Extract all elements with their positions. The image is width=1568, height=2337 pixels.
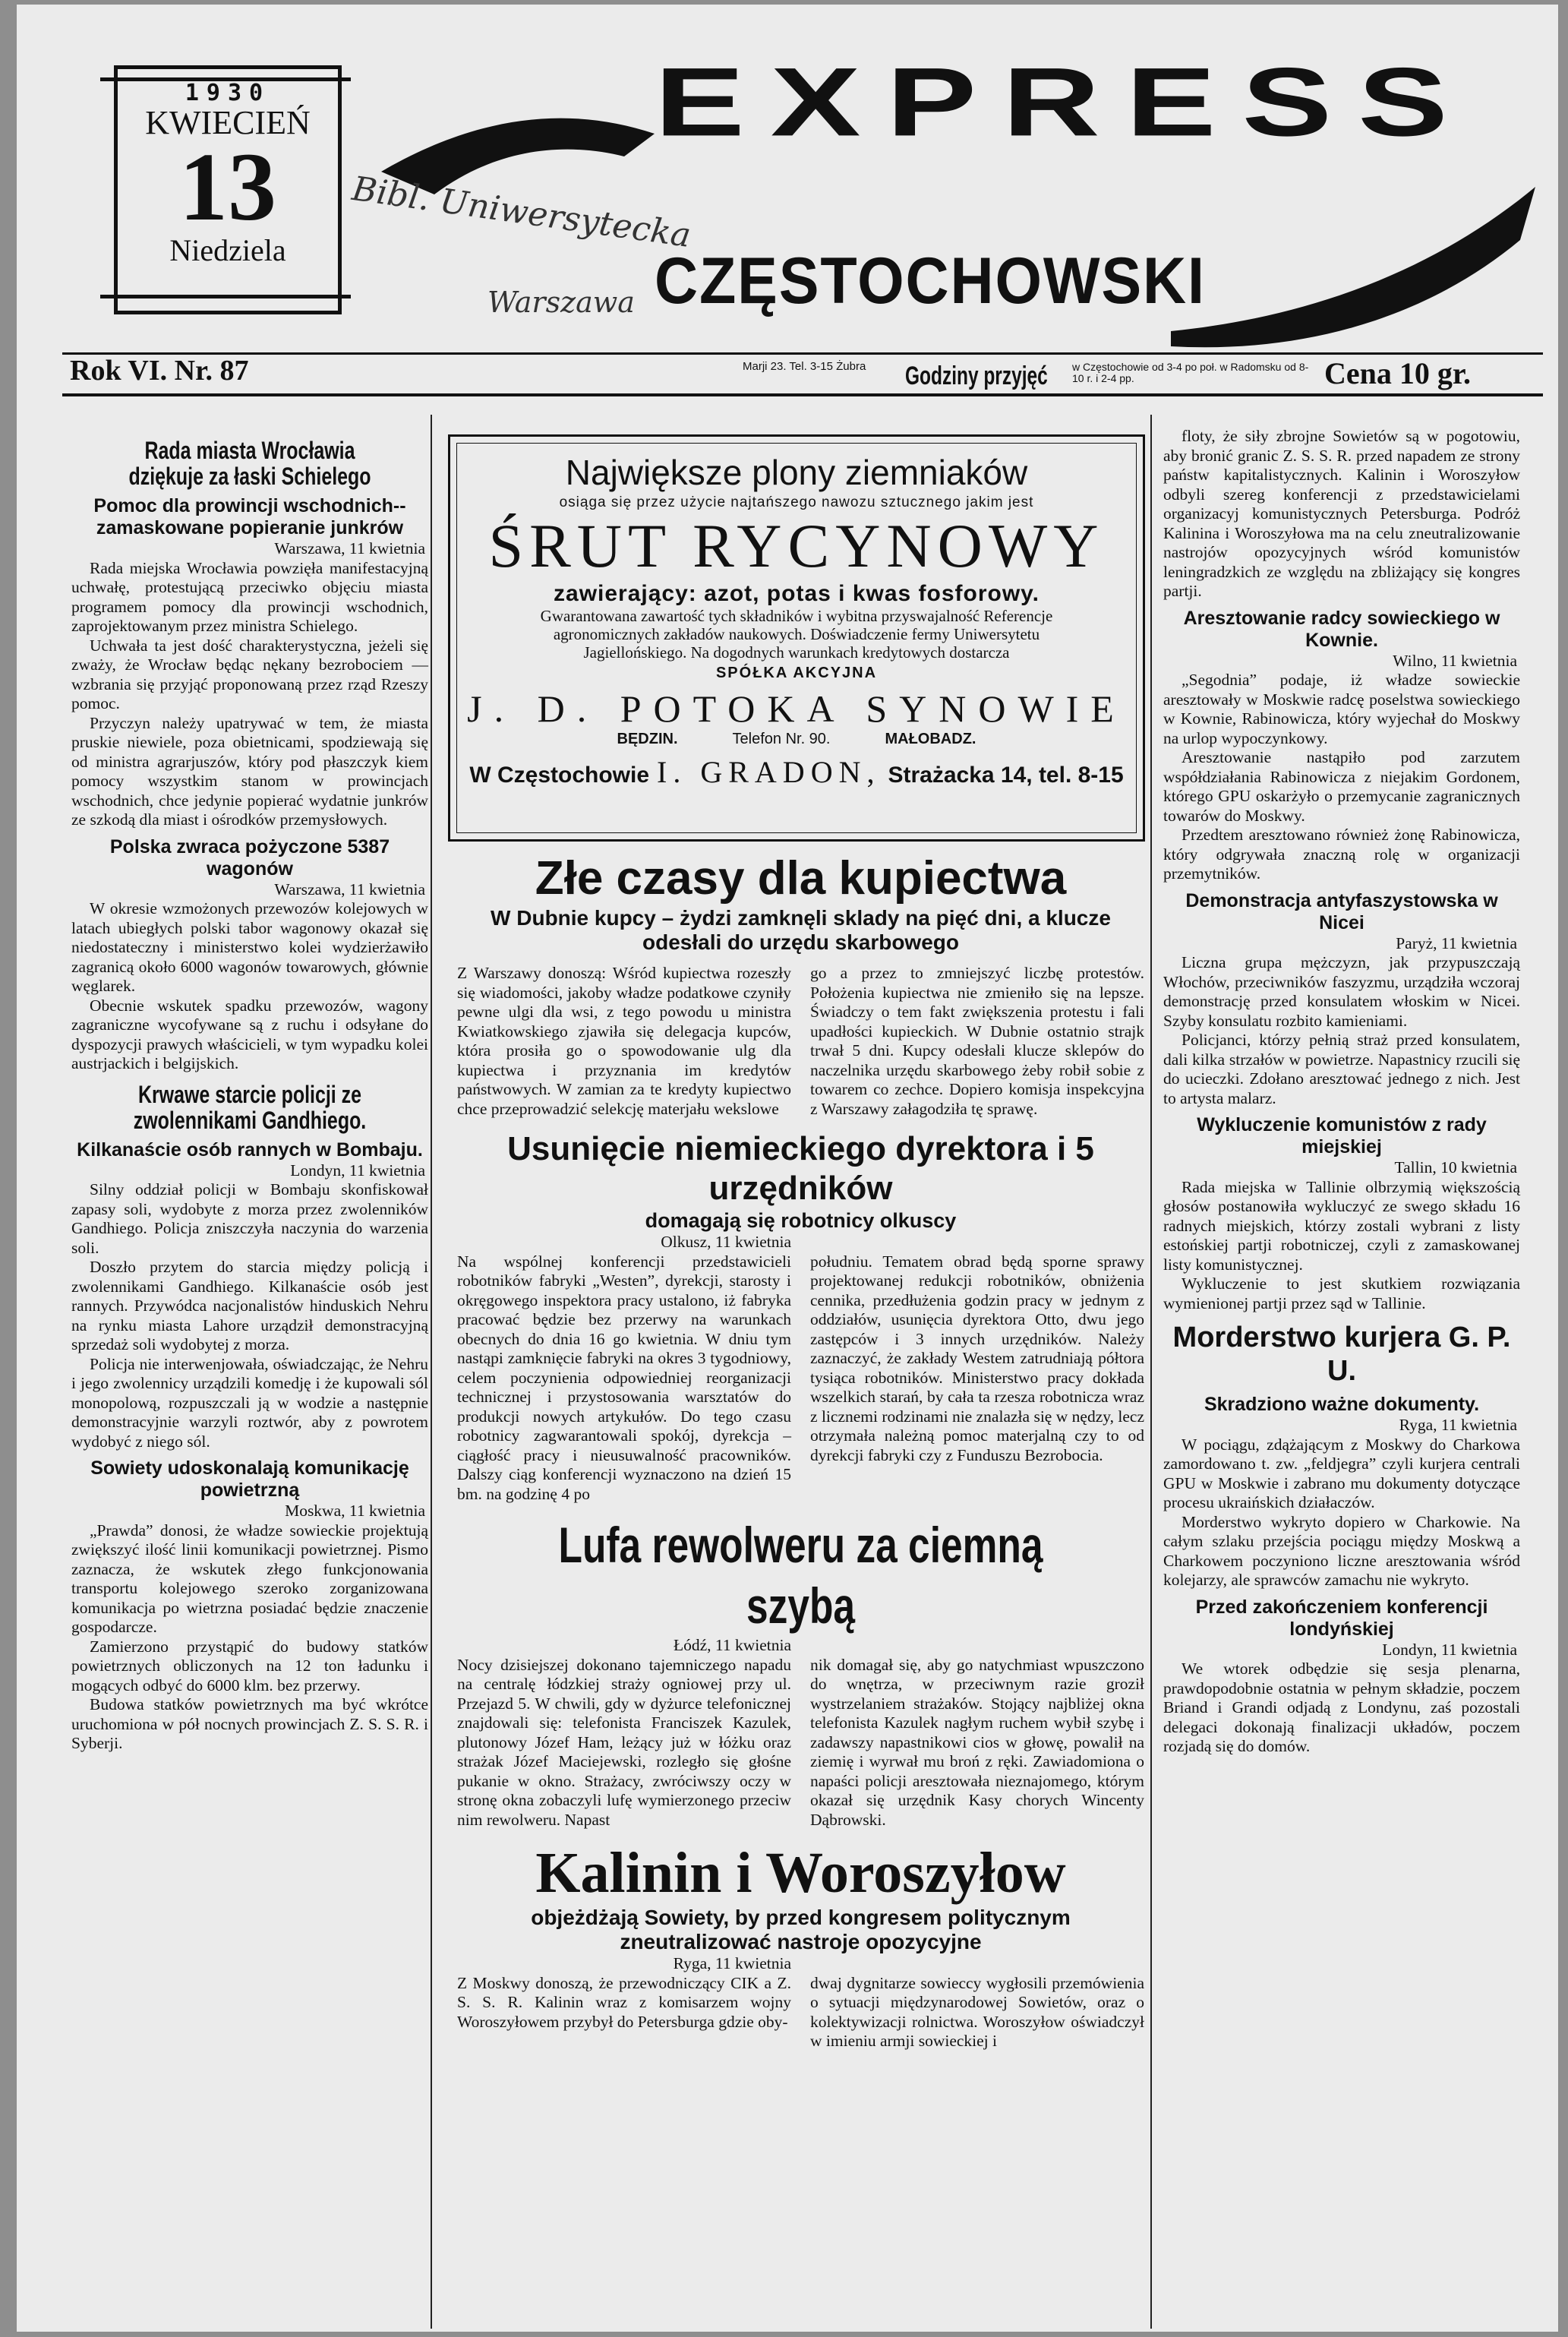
article-paragraph: Uchwała ta jest dość charakterystyczna, jeżeli się zważy, że Wrocław będąc nękany bezrobociem — wzbrania się przyjąć proponowaną przez rząd Rzeszy pomoc. xyxy=(71,636,428,712)
article-paragraph: „Prawda” donosi, że władze sowieckie projektują zwiększyć ilość linii komunikacji powietrznej. Pismo zaznacza, że wskutek złego funkcjonowania transportu kolejowego szeroko zorganizowana komunikacja po wietrzna posiadać będzie znaczenie gospodarcze. xyxy=(71,1521,428,1636)
issue-number: Rok VI. Nr. 87 xyxy=(70,355,249,387)
article-kalinin xyxy=(457,1974,1144,2051)
infobar-rule-top xyxy=(62,352,1543,355)
article-subheadline: Demonstracja antyfaszystowska w Nicei xyxy=(1185,889,1498,933)
article-paragraph: Zamierzono przystąpić do budowy statków powietrznych obliczonych na 12 ton ładunku i mogących odbyć do 6000 klm. bez przerwy. xyxy=(71,1637,428,1694)
article-subheadline: Sowiety udoskonalają komunikację powietrzną xyxy=(90,1457,409,1501)
article-dateline: Moskwa, 11 kwietnia xyxy=(285,1502,425,1520)
article-paragraph: Rada miejska w Tallinie olbrzymią większością głosów postanowiła wykluczyć ze swego składu 16 radnych miejskich, którzy zostali wybrani z listy estońskiej partji robotniczej, czyli z zamaskowanej listy komunistycznej. xyxy=(1163,1177,1520,1274)
ad-company: J. D. POTOKA SYNOWIE xyxy=(467,687,1126,730)
article-kalinin-right: dwaj dygnitarze sowieccy wygłosili przemówienia o sytuacji międzynarodowej Sowietów, oraz o kolektywizacji rolnictwa. Woroszyłow oświadczył w imieniu armji sowieckiej i xyxy=(810,1973,1144,2050)
ad-city: BĘDZIN. xyxy=(617,731,678,747)
article-dateline: Londyn, 11 kwietnia xyxy=(290,1161,425,1180)
article-subheadline: Polska zwraca pożyczone 5387 wagonów xyxy=(109,835,390,880)
masthead-city: CZĘSTOCHOWSKI xyxy=(655,245,1206,317)
handwritten-stamp-2: Warszawa xyxy=(487,286,635,319)
headline-rewolwer: Lufa rewolweru za ciemną szybą xyxy=(558,1517,1043,1634)
article-paragraph: Liczna grupa mężczyzn, jak przypuszczają Włochów, przeciwników faszyzmu, urządziła wczoraj demonstrację przed konsulatem włoskim w Nicei. Szyby konsulatu rozbito kamieniami. xyxy=(1163,953,1520,1030)
column-divider-2 xyxy=(1150,415,1152,2329)
ad-company-type: SPÓŁKA AKCYJNA xyxy=(715,665,878,681)
article-paragraph: Budowa statków powietrznych ma być wkrótce uruchomiona w pół nocnych prowincjach Z. S. S. R. i Syberji. xyxy=(71,1695,428,1752)
ad-dealer-address: Strażacka 14, tel. 8-15 xyxy=(888,763,1124,788)
price: Cena 10 gr. xyxy=(1324,356,1471,390)
ad-dealer-city: W Częstochowie xyxy=(469,763,650,788)
article-paragraph: floty, że siły zbrojne Sowietów są w pogotowiu, aby bronić granic Z. S. S. R. przed napadem ze strony państw kapitalistycznych. Kalinin i Woroszyłow odbyli szereg konferencji z przedstawicielami organizacyj komunistycznych Petersburga. Podróż Kalinina i Woroszyłowa ma na celu zneutralizowanie nastrojów opozycyjnych wśród komunistów leningradzkich ze względu na zbliżający się kongres partji. xyxy=(1163,427,1520,600)
article-dateline: Wilno, 11 kwietnia xyxy=(1393,651,1517,670)
hours-info: w Częstochowie od 3-4 po poł. w Radomsku od 8-10 r. i 2-4 pp. xyxy=(1072,361,1309,384)
article-paragraph: „Segodnia” podaje, iż władze sowieckie aresztowały w Moskwie radcę poselstwa sowieckiego w Kownie, Rabinowicza, który wyjechał do Moskwy na urlop wypoczynkowy. xyxy=(1163,671,1520,747)
advertisement xyxy=(448,434,1145,842)
article-headline: Rada miasta Wrocławia dziękuje za łaski Schielego xyxy=(128,437,371,490)
article-paragraph: Doszło przytem do starcia między policją i zwolennikami Gandhiego. Kilkanaście osób jest rannych. Przywódca nacjonalistów hinduskich Nehru na rynku miasta Lahore urządził demonstracyjną sprzedaż soli wydobytej z morza. xyxy=(71,1258,428,1353)
article-headline: Morderstwo kurjera G. P. U. xyxy=(1172,1322,1511,1387)
article-paragraph: Wykluczenie to jest skutkiem rozwiązania wymienionej partji przez sąd w Tallinie. xyxy=(1163,1274,1520,1312)
newspaper-page xyxy=(17,5,1558,2332)
article-dateline: Paryż, 11 kwietnia xyxy=(1396,933,1517,952)
article-dateline: Warszawa, 11 kwietnia xyxy=(274,539,425,557)
article-kalinin-left: Z Moskwy donoszą, że przewodniczący CIK a Z. S. S. R. Kalinin wraz z komisarzem wojny Woroszyłowem przybył do Petersburga gdzie oby- xyxy=(457,1973,791,2031)
column-right xyxy=(1163,427,1520,1757)
article-paragraph: Przyczyn należy upatrywać w tem, że miasta pruskie niewiele, poza obietnicami, spodziewają się od ministra agrarjuszów, który pod płaszczyk kiem pomocy wszystkim stanom w prowincjach wschodnich, chce jedynie popierać wydatnie junkrów ze szkodą dla miast i ośrodków przemysłowych. xyxy=(71,713,428,829)
ad-dealer-name: I. GRADON, xyxy=(657,755,881,789)
date-year: 1930 xyxy=(185,80,271,106)
ad-body: Gwarantowana zawartość tych składników i wybitna przyswajalność Referencje agronomicznych zakładów naukowych. Doświadczenie fermy Uniwersytetu Jagiellońskiego. Na dogodnych warunkach kredytowych dostarcza xyxy=(540,607,1053,662)
article-paragraph: Obecnie wskutek spadku przewozów, wagony zagraniczne wycofywane są z ruchu i odsyłane do dyspozycji prawych właścicieli, w tym wypadku kolei austrjackich i belgijskich. xyxy=(71,996,428,1072)
date-day: 13 xyxy=(179,133,276,241)
article-dateline: Tallin, 10 kwietnia xyxy=(1394,1158,1517,1176)
ad-contact xyxy=(450,731,1143,748)
article-dateline: Londyn, 11 kwietnia xyxy=(1382,1640,1517,1659)
column-center xyxy=(457,851,1144,2051)
article-paragraph: W okresie wzmożonych przewozów kolejowych w latach ubiegłych polski tabor wagonowy okazał się niedostateczny i ministerstwo kolei wydzierżawiło zagranicą około 6000 wagonów towarowych, głównie węglarek. xyxy=(71,899,428,995)
article-rewolwer-left: Nocy dzisiejszej dokonano tajemniczego napadu na centralę łódzkiej straży ogniowej przy ul. Przejazd 5. W chwili, gdy w dyżurce telefonicznej znajdowali się: telefonista Franciszek Kazulek, plutonowy Józef Ham, leżący już w łóżku oraz strażak Józef Maciejewski, rozległo się głośne pukanie w okno. Strażacy, zwróciwszy oczy w stronę okna zobaczyli lufę wymierzonego przeciw nim rewolweru. Napast xyxy=(457,1655,791,1829)
article-headline: Krwawe starcie policji ze zwolennikami Gandhiego. xyxy=(133,1080,367,1134)
article-paragraph: Przedtem aresztowano również żonę Rabinowicza, który odgrywała znaczną rolę w organizacji przemytników. xyxy=(1163,826,1520,883)
ad-product: ŚRUT RYCYNOWY xyxy=(488,511,1105,580)
article-kupiectwo-left: Z Warszawy donoszą: Wśród kupiectwa rozeszły się wiadomości, jakoby władze podatkowe czyniły pewne ulgi dla wsi, z tego powodu u ministra Kwiatkowskiego zjawiła się delegacja kupców, która prosiła go o spowodowanie ulg dla kupiectwa i przyznania im kredytów państwowych. W zamian za te kredyty kupiectwo chce przeprowadzić selekcję materjału wekslowe xyxy=(457,964,791,1118)
subhead-kupiectwo: W Dubnie kupcy – żydzi zamknęli sklady na pięć dni, a klucze odesłali do urzędu skarbowego xyxy=(491,906,1111,954)
article-dyrektor-right: południu. Tematem obrad będą sporne sprawy projektowanej redukcji robotników, obniżenia cennika, przedłużenia godzin pracy w jednym z oddziałów, usunięcia dyrektora Otto, dwu jego zastępców i 3 innych urzędników. Należy zaznaczyć, że zakłady Westem zatrudniają półtora tysiąca robotników. Ministerstwo pracy dokłada wszelkich starań, by cała ta rzesza robotnicza wraz z licznemi rodzinami nie znalazła się w nędzy, lecz otrzymała należną pomoc materjalną czy to od dyrekcji fabryki czy z Funduszu Bezrobocia. xyxy=(810,1252,1144,1464)
article-paragraph: Morderstwo wykryto dopiero w Charkowie. Na całym szlaku przejścia pociągu między Moskwą a Charkowem poczyniono liczne aresztowania wśród kolejarzy, ale sprawców zamachu nie wykryto. xyxy=(1163,1512,1520,1589)
article-paragraph: W pociągu, zdążającym z Moskwy do Charkowa zamordowano t. zw. „feldjegra” czyli kurjera centrali GPU w Moskwie i zabrano mu dokumenty dotyczące procesu ukraińskich działaczów. xyxy=(1163,1435,1520,1511)
article-dateline: Ryga, 11 kwietnia xyxy=(1399,1416,1517,1434)
dateline-olkusz: Olkusz, 11 kwietnia xyxy=(661,1233,791,1251)
article-subheadline: Skradziono ważne dokumenty. xyxy=(1204,1394,1480,1415)
date-box xyxy=(114,65,342,314)
dateline-ryga: Ryga, 11 kwietnia xyxy=(673,1954,791,1972)
address: Marji 23. Tel. 3-15 Żubra xyxy=(743,360,866,373)
headline-kalinin: Kalinin i Woroszyłow xyxy=(535,1841,1066,1905)
headline-kupiectwo: Złe czasy dla kupiectwa xyxy=(535,852,1067,905)
article-dyrektor xyxy=(457,1252,1144,1505)
article-kupiectwo xyxy=(457,964,1144,1119)
dateline-lodz: Łódź, 11 kwietnia xyxy=(673,1636,791,1654)
article-dyrektor-left: Na wspólnej konferencji przedstawicieli robotników fabryki „Westen”, dyrekcji, starosty i okręgowego inspektora pracy ustalono, iż fabryka pracować będzie bez przerwy na warunkach obecnych do dnia 16 go kwietnia. W dniu tym nastąpi zamknięcie fabryki na okres 3 tygodniowy, celem poczynienia odpowiedniej reorganizacji technicznej i przystosowania warsztatów do produkcji nowych artykułów. Do tego czasu robotnicy zagwarantowali spokój, dyrekcja – ciągłość pracy i nieusuwalność pracowników. Dalszy ciąg konferencji wyznaczono na dzień 15 bm. na godzinę 4 po xyxy=(457,1252,791,1503)
ad-city-2: MAŁOBADZ. xyxy=(885,731,976,747)
article-paragraph: Silny oddział policji w Bombaju skonfiskował zapasy soli, wydobyte z morza przez zwolenników Gandhiego. Policja zniszczyła naczynia do warzenia soli. xyxy=(71,1180,428,1257)
article-paragraph: We wtorek odbędzie się sesja plenarna, prawdopodobnie ostatnia w pełnym składzie, poczem Briand i Grandi odjadą z Londynu, zaś pozostali delegaci dokonają finalizacji układów, poczem rozjadą się do domów. xyxy=(1163,1660,1520,1755)
article-rewolwer-right: nik domagał się, aby go natychmiast wpuszczono do wnętrza, w przeciwnym razie groził wystrzelaniem strażaków. Stojący najbliżej okna telefonista Kazulek nagłym ruchem wybił szybę i zadawszy napastnikowi cios w głowę, powalił na ziemię i wyrwał mu broń z ręki. Zawiadomiona o napaści policji aresztowała nieznajomego, którym okazał się urzędnik Kasy chorych Wincenty Dąbrowski. xyxy=(810,1655,1144,1829)
article-subheadline: Przed zakończeniem konferencji londyńskiej xyxy=(1195,1596,1488,1640)
date-weekday: Niedziela xyxy=(169,233,286,267)
article-paragraph: Aresztowanie nastąpiło pod zarzutem współdziałania Rabinowicza z niejakim Gordonem, którego GPU oskarżyło o przemycanie zagranicznych towarów do Moskwy. xyxy=(1163,748,1520,825)
hours-label: Godziny przyjęć xyxy=(905,362,1048,390)
ad-contents: zawierający: azot, potas i kwas fosforowy. xyxy=(554,581,1040,606)
column-left xyxy=(71,430,428,1754)
article-subheadline: Aresztowanie radcy sowieckiego w Kownie. xyxy=(1183,607,1500,651)
column-divider-1 xyxy=(431,415,432,2329)
article-subheadline: Wykluczenie komunistów z rady miejskiej xyxy=(1197,1114,1487,1157)
article-rewolwer xyxy=(457,1656,1144,1830)
article-paragraph: Rada miejska Wrocławia powzięła manifestacyjną uchwałę, protestującą przeciwko objęciu miasta programem pomocy dla prowincji wschodnich, zaprojektowanym przez ministra Schielego. xyxy=(71,558,428,635)
ad-headline: Największe plony ziemniaków xyxy=(565,453,1028,492)
article-subheadline: Pomoc dla prowincji wschodnich--zamaskowane popieranie junkrów xyxy=(93,495,406,538)
headline-dyrektor: Usunięcie niemieckiego dyrektora i 5 urzędników xyxy=(507,1130,1094,1207)
subhead-kalinin: objeżdżają Sowiety, by przed kongresem politycznym zneutralizować nastroje opozycyjne xyxy=(531,1906,1071,1953)
article-paragraph: Policja nie interwenjowała, oświadczając, że Nehru i jego zwolennicy urządzili komedję i że kupowali sól monopolową, rozpuszczali ją w wodzie a następnie demonstracyjnie warzyli roztwór, aby z powrotem wydobyć z niego sól. xyxy=(71,1354,428,1451)
article-kupiectwo-right: go a przez to zmniejszyć liczbę protestów. Położenia kupiectwa nie zmieniło się na lepsze. Świadczy o tem fakt zwiększenia protestu i fali upadłości kupieckich. W Dubnie ostatnio strajk trwał 5 dni. Kupcy odesłali klucze sklepów do naczelnika urzędu skarbowego żeby robił sobie z towarem co zechce. Dopiero komisja inspekcyjna z Warszawy załagodziła tę sprawę. xyxy=(810,964,1144,1118)
masthead-title: EXPRESS xyxy=(655,47,1474,156)
date-month: KWIECIEŃ xyxy=(145,104,311,141)
subhead-dyrektor: domagają się robotnicy olkuscy xyxy=(645,1209,957,1232)
article-paragraph: Policjanci, którzy pełnią straż przed konsulatem, dali kilka strzałów w powietrze. Napastnicy rzucili się do ucieczki. Zdołano aresztować jednego z nich. Jest to artysta malarz. xyxy=(1163,1031,1520,1107)
article-subheadline: Kilkanaście osób rannych w Bombaju. xyxy=(77,1138,423,1161)
infobar-rule-bottom xyxy=(62,393,1543,396)
ad-dealer xyxy=(450,754,1143,790)
ad-phone: Telefon Nr. 90. xyxy=(732,731,831,747)
article-dateline: Warszawa, 11 kwietnia xyxy=(274,880,425,898)
handwritten-stamp-1: Bibl. Uniwersytecka xyxy=(349,169,693,256)
ad-intro: osiąga się przez użycie najtańszego nawozu sztucznego jakim jest xyxy=(559,494,1034,510)
